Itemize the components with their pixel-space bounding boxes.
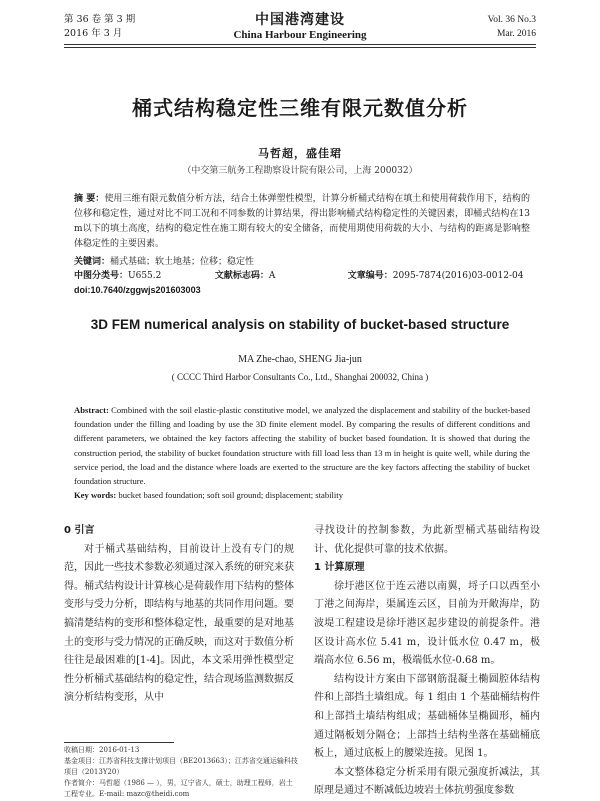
keywords-en	[74, 490, 530, 500]
section-heading-intro: 0 引言	[64, 525, 95, 536]
doi: doi:10.7640/zggwjs201603003	[74, 285, 201, 295]
authors-en: MA Zhe-chao, SHENG Jia-jun	[238, 354, 362, 365]
volume-issue-en: Vol. 36 No.3	[487, 15, 536, 25]
affiliation-cn: （中交第三航务工程勘察设计院有限公司，上海 200032）	[182, 166, 418, 176]
footnote-fund: 基金项目：江苏省科技支撑计划项目（BE2013663）；江苏省交通运输科技项目（2013Y20）	[64, 757, 298, 776]
authors-cn: 马哲超，盛佳珺	[258, 147, 342, 160]
issue-date: 2016 年 3 月	[64, 28, 123, 39]
header-right	[488, 13, 536, 41]
intro-paragraph: 对于桶式基础结构，目前设计上没有专门的规范，因此一些技术参数必须通过深入系统的研究来获得。桶式结构设计计算核心是荷载作用下结构的整体变形与受力分析，即结构与地基的共同作用问题。要搞清楚结构的变形和整体稳定性，最重要的是对地基土的变形与受力情况的正确反映，而这对于数值分析往往是最困难的[1-4]。因此，本文采用弹性模型定性分析桶式基础结构的稳定性，结合现场监测数据反演分析结构变形，从中	[64, 543, 294, 704]
principle-paragraph-1: 徐圩港区位于连云港以南翼，埒子口以西至小丁港之间海岸，渠属连云区，目前为开敞海岸，防波堤工程建设是徐圩港区起步建设的前提条件。港区设计高水位 5.41 m，设计低水位 0.47 m，极端高水位 6.56 m，极端低水位-0.68 m。	[314, 580, 540, 667]
keywords-cn-text: 桶式基础；软土地基；位移；稳定性	[110, 257, 255, 267]
paper-title-cn: 桶式结构稳定性三维有限元数值分析	[132, 96, 468, 120]
paper-title-en: 3D FEM numerical analysis on stability of bucket-based structure	[90, 317, 510, 332]
article-no-value: 2095-7874(2016)03-0012-04	[392, 271, 524, 281]
footnote-author: 作者简介：马哲超（1986 — ），男，辽宁省人，硕士，助理工程师，岩土工程专业。E-mail: mazc@theidi.com	[64, 779, 293, 798]
header-rule	[64, 44, 536, 45]
volume-issue: 第 36 卷 第 3 期	[64, 14, 136, 25]
intro-paragraph-continued: 寻找设计的控制参数，为此新型桶式基础结构设计、优化提供可靠的技术依据。	[314, 525, 540, 555]
issue-date-en: Mar. 2016	[496, 29, 536, 39]
keywords-en-text: bucket based foundation; soft soil ground; displacement; stability	[116, 490, 343, 500]
header-left	[64, 13, 135, 41]
abstract-cn-text: 使用三维有限元数值分析方法，结合土体弹塑性模型，计算分析桶式结构在填土和使用荷载作用下，结构的位移和稳定性，通过对比不同工况和不同参数的计算结果，得出影响桶式结构稳定性的关键因素，即桶式结构在13 m以下的填土高度，结构的稳定性在施工期有较大的安全储备，而使用期使用荷载的大小、与结构的距离是影响整体稳定性的主要因素。	[74, 194, 530, 249]
body-right-column	[314, 522, 540, 801]
journal-name-cn: 中国港湾建设	[255, 12, 345, 28]
principle-paragraph-2: 结构设计方案由下部钢筋混凝土椭圆腔体结构件和上部挡土墙组成。每 1 组由 1 个基础桶结构件和上部挡土墙结构组成；基础桶体呈椭圆形，桶内通过隔板划分隔仓；上部挡土结构坐落在基础桶底板上，通过底板上的腰梁连接。见图 1。	[314, 673, 540, 760]
footnote-received: 收稿日期：2016-01-13	[64, 746, 140, 754]
classification-line	[74, 269, 530, 283]
section-heading-principle: 1 计算原理	[314, 562, 365, 574]
article-no-label: 文章编号：	[347, 271, 393, 281]
journal-masthead	[200, 9, 400, 41]
abstract-cn-label: 摘 要：	[74, 194, 105, 204]
abstract-en-label: Abstract:	[74, 405, 109, 415]
header-rule-thin	[64, 47, 536, 48]
keywords-en-label: Key words:	[74, 490, 117, 500]
doc-code-label: 文献标志码：	[214, 271, 269, 281]
abstract-en	[74, 403, 530, 488]
clc-label: 中图分类号：	[74, 271, 129, 281]
affiliation-en: ( CCCC Third Harbor Consultants Co., Ltd., Shanghai 200032, China )	[171, 372, 429, 382]
abstract-en-text: Combined with the soil elastic-plastic constitutive model, we analyzed the displacement and stability of the bucket-based foundation under the filling and loading by use the 3D finite element model. By comparing the results of different conditions and different parameters, we obtained the key factors affecting the stability of bucket based foundation. It is showed that during the construction period, the stability of bucket foundation structure with fill load less than 13 m in height is quite well, while during the service period, the load and the distance where loads are exerted to the structure are the key factors affecting the stability of bucket foundation structure.	[74, 405, 530, 487]
principle-paragraph-3: 本文整体稳定分析采用有限元强度折减法，其原理是通过不断减低边坡岩土体抗剪强度参数	[314, 766, 540, 797]
clc-value: U655.2	[128, 271, 162, 281]
abstract-cn	[74, 192, 530, 252]
body-left-column	[64, 522, 294, 708]
keywords-cn	[74, 255, 530, 269]
keywords-cn-label: 关键词：	[74, 257, 111, 267]
journal-name-en: China Harbour Engineering	[233, 29, 367, 41]
doc-code-value: A	[268, 271, 276, 281]
footnote-rule	[64, 742, 174, 743]
